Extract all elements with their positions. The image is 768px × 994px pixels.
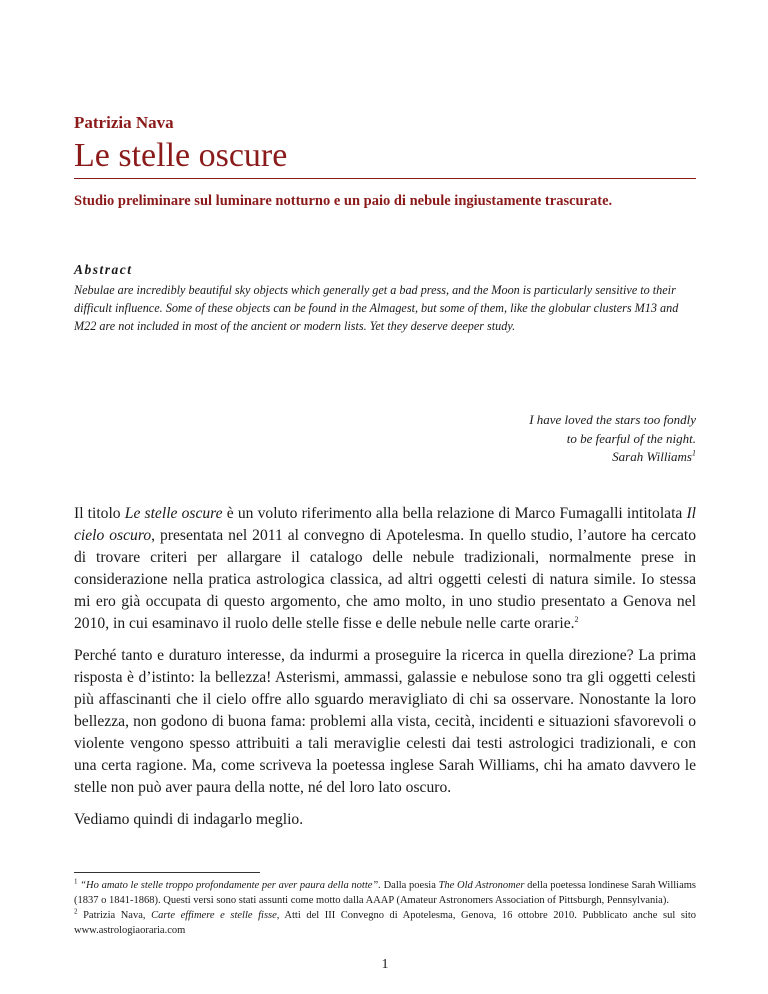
text-run: Il titolo xyxy=(74,505,125,522)
abstract-text: Nebulae are incredibly beautiful sky objects which generally get a bad press, and the Moon is particularly sensitive to their difficult influence. Some of these objects can be found in the Almagest, but some of them, like the globular clusters M13 and M22 are not included in most of the ancient or modern lists. Yet they deserve deeper study. xyxy=(74,283,679,333)
footnote-ref-1[interactable]: 1 xyxy=(692,448,696,458)
body-text xyxy=(74,503,696,841)
epigraph-author: Sarah Williams xyxy=(612,449,692,464)
author-name: Patrizia Nava xyxy=(74,113,174,132)
paragraph-3: Vediamo quindi di indagarlo meglio. xyxy=(74,811,304,828)
epigraph-line-1: I have loved the stars too fondly xyxy=(529,412,696,427)
epigraph xyxy=(529,411,696,467)
text-run: Dalla poesia xyxy=(380,880,439,891)
text-emphasis: The Old Astronomer xyxy=(438,880,525,891)
epigraph-line-2: to be fearful of the night. xyxy=(566,430,696,446)
footnotes xyxy=(74,878,696,938)
footnote-2 xyxy=(74,908,696,938)
document-subtitle: Studio preliminare sul luminare notturno e un paio di nebule ingiustamente trascurate. xyxy=(74,193,613,209)
text-run: della poetessa londinese Sarah Williams (1837 o 1841-1868). Questi versi sono stati assunti come motto dalla AAAP (Amateur Astronomers Association of Pittsburgh, Pennsylvania). xyxy=(74,880,697,906)
text-emphasis: “Ho amato le stelle troppo profondamente per aver paura della notte”. xyxy=(80,880,381,891)
footnote-divider xyxy=(74,872,260,873)
abstract-heading: Abstract xyxy=(74,262,133,277)
footnote-mark: 1 xyxy=(74,877,78,886)
text-emphasis: Carte effimere e stelle fisse xyxy=(151,910,277,921)
text-run: , presentata nel 2011 al convegno di Apotelesma. In quello studio, l’autore ha cercato di trovare criteri per allargare il catalogo delle nebule tradizionali, normalmente prese in considerazione nella pratica astrologica classica, ad altri oggetti celesti di natura simile. Io stessa mi ero già occupata di questo argomento, che amo molto, in uno studio presentato a Genova nel 2010, in cui esaminavo il ruolo delle stelle fisse e delle nebule nelle carte orarie. xyxy=(74,527,697,632)
document-title: Le stelle oscure xyxy=(74,137,288,174)
text-run: Patrizia Nava, xyxy=(77,910,152,921)
footnote-1 xyxy=(74,878,696,908)
footnote-ref-2[interactable]: 2 xyxy=(574,614,579,624)
text-emphasis: Le stelle oscure xyxy=(124,505,223,522)
paragraph-1 xyxy=(74,503,696,635)
epigraph-attribution xyxy=(529,448,696,467)
paragraph-2: Perché tanto e duraturo interesse, da indurmi a proseguire la ricerca in quella direzione? La prima risposta è d’istinto: la bellezza! Asterismi, ammassi, galassie e nebulose sono tra gli oggetti celesti più affascinanti che il cielo offre allo sguardo meravigliato di chi sa osservare. Nonostante la loro bellezza, non godono di buona fama: problemi alla vista, cecità, incidenti e situazioni sfavorevoli o violente vengono spesso attribuiti a tali meraviglie celesti dai testi astrologici tradizionali, e con una certa ragione. Ma, come scriveva la poetessa inglese Sarah Williams, chi ha amato davvero le stelle non può aver paura della notte, né del loro lato oscuro. xyxy=(74,647,696,796)
text-emphasis: Il cielo oscuro xyxy=(74,505,697,544)
page-number: 1 xyxy=(381,957,389,972)
text-run: è un voluto riferimento alla bella relazione di Marco Fumagalli intitolata xyxy=(222,505,687,522)
title-divider xyxy=(74,178,696,179)
document-page xyxy=(74,0,696,994)
text-run: , Atti del III Convegno di Apotelesma, Genova, 16 ottobre 2010. Pubblicato anche sul sito www.astrologiaoraria.com xyxy=(74,910,696,936)
footnote-mark: 2 xyxy=(74,907,78,916)
